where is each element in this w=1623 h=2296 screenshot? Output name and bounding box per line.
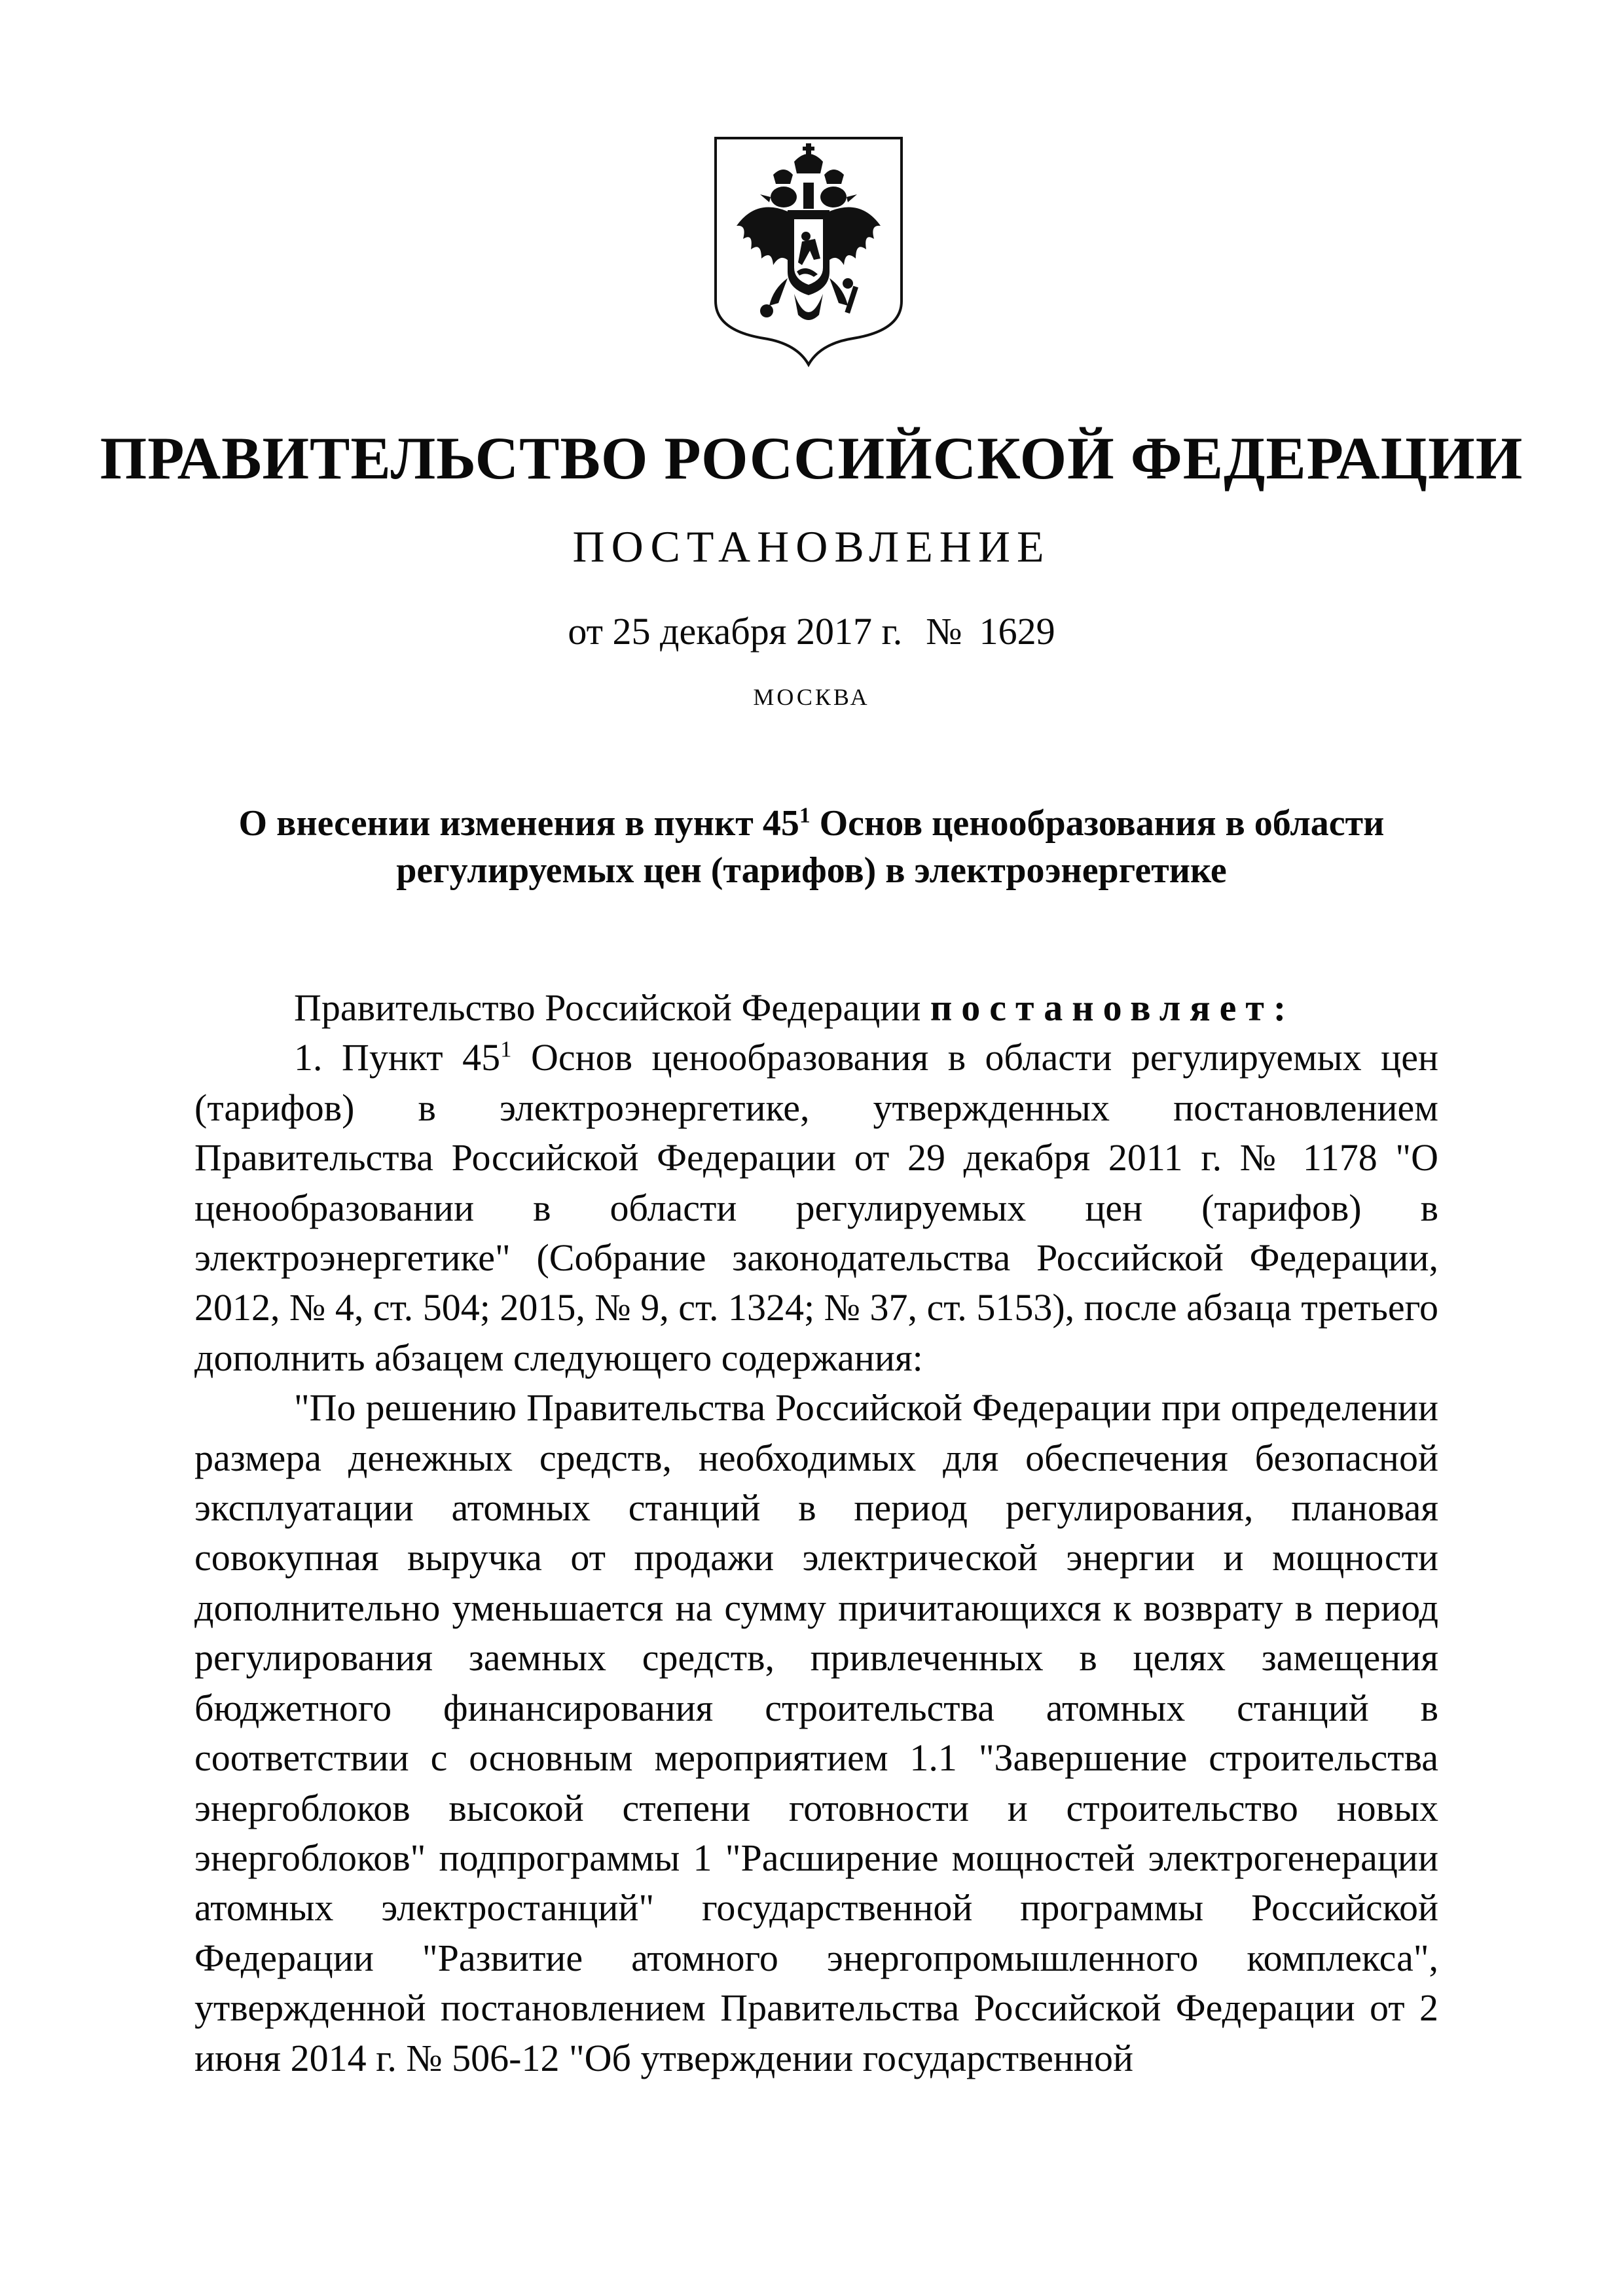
date-line <box>0 605 1623 658</box>
intro-paragraph <box>194 983 1438 1033</box>
document-body <box>194 983 1438 2083</box>
city-name: МОСКВА <box>753 684 870 710</box>
government-title: ПРАВИТЕЛЬСТВО РОССИЙСКОЙ ФЕДЕРАЦИИ <box>100 425 1523 492</box>
heading-superscript: 1 <box>799 803 811 828</box>
decree-number: 1629 <box>979 610 1055 653</box>
coat-of-arms-icon <box>710 134 907 370</box>
paragraph-1-start: 1. Пункт 45 <box>294 1036 501 1079</box>
document-type: ПОСТАНОВЛЕНИЕ <box>572 522 1051 571</box>
intro-verb: постановляет: <box>930 986 1296 1029</box>
heading-part-2: Основ ценообразования в области регулируемых цен (тарифов) в электроэнергетике <box>396 803 1385 891</box>
paragraph-2: "По решению Правительства Российской Федерации при определении размера денежных средств, необходимых для обеспечения безопасной эксплуатации атомных станций в период регулирования, плановая совокупная выручка от продажи электрической энергии и мощности дополнительно уменьшается на сумму причитающихся к возврату в период регулирования заемных средств, привлеченных в целях замещения бюджетного финансирования строительства атомных станций в соответствии с основным мероприятием 1.1 "Завершение строительства энергоблоков высокой степени готовности и строительство новых энергоблоков" подпрограммы 1 "Расширение мощностей электрогенерации атомных электростанций" государственной программы Российской Федерации "Развитие атомного энергопромышленного комплекса", утвержденной постановлением Правительства Российской Федерации от 2 июня 2014 г. № 506-12 "Об утверждении государственной <box>194 1386 1438 2079</box>
number-sign: № <box>926 610 962 653</box>
paragraph-1 <box>194 1033 1438 1383</box>
document-heading <box>164 800 1459 894</box>
decree-date: от 25 декабря 2017 г. <box>568 610 903 653</box>
paragraph-1-superscript: 1 <box>500 1037 512 1063</box>
heading-part-1: О внесении изменения в пункт 45 <box>238 803 799 844</box>
paragraph-1-rest: Основ ценообразования в области регулируемых цен (тарифов) в электроэнергетике, утвержденных постановлением Правительства Российской Федерации от 29 декабря 2011 г. № 1178 "О ценообразовании в области регулируемых цен (тарифов) в электроэнергетике" (Собрание законодательства Российской Федерации, 2012, № 4, ст. 504; 2015, № 9, ст. 1324; № 37, ст. 5153), после абзаца третьего дополнить абзацем следующего содержания: <box>194 1036 1439 1379</box>
intro-lead: Правительство Российской Федерации <box>294 986 930 1029</box>
